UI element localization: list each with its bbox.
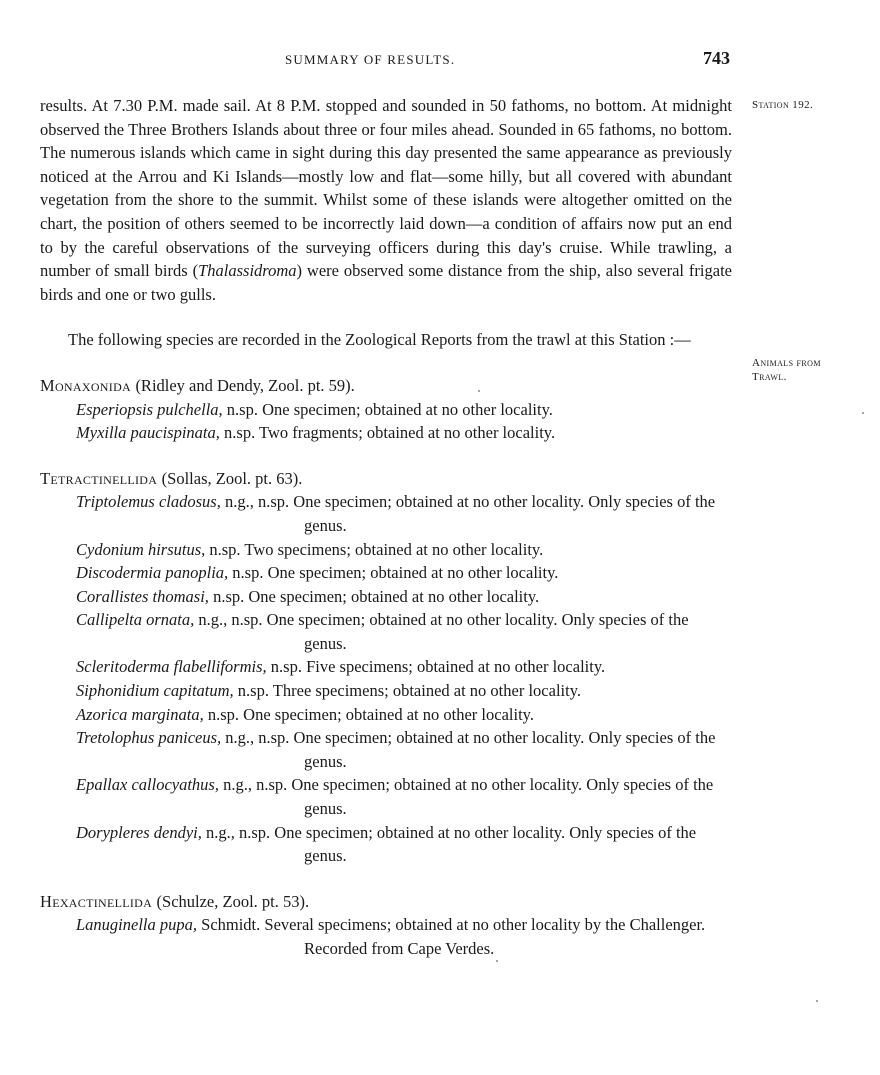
species-entry xyxy=(40,608,732,655)
species-name: Discodermia panoplia, xyxy=(76,563,229,583)
species-entry xyxy=(40,421,732,445)
group-citation: (Schulze, Zool. pt. 53). xyxy=(156,891,310,911)
species-name: Callipelta ornata, xyxy=(76,610,195,630)
species-entry xyxy=(40,398,732,422)
species-details: n.g., n.sp. One specimen; obtained at no other locality. Only species of the genus. xyxy=(225,728,716,771)
narrative-italic: Thalassidroma xyxy=(198,261,297,281)
species-name: Esperiopsis pulchella, xyxy=(76,399,223,419)
margin-note-station: Station 192. xyxy=(752,99,814,111)
species-details: n.g., n.sp. One specimen; obtained at no other locality. Only species of the genus. xyxy=(198,610,689,653)
species-name: Cydonium hirsutus, xyxy=(76,539,206,559)
main-text xyxy=(40,94,732,961)
intro-paragraph: The following species are recorded in the Zoological Reports from the trawl at this Station :— xyxy=(68,330,691,350)
species-entry xyxy=(40,655,732,679)
scan-speck xyxy=(478,390,480,392)
species-name: Tretolophus paniceus, xyxy=(76,728,222,748)
group-citation: (Ridley and Dendy, Zool. pt. 59). xyxy=(135,375,355,395)
narrative-text: results. At 7.30 P.M. made sail. At 8 P.M. stopped and sounded in 50 fathoms, no bottom. At midnight observed the Three Brothers Islands about three or four miles ahead. Sounded in 65 fathoms, no bottom. The numerous islands which came in sight during this day presented the same appearance as previously noticed at the Arrou and Ki Islands—mostly low and flat—some hilly, but all covered with abundant vegetation from the shore to the summit. Whilst some of these islands were altogether omitted on the chart, the position of others seemed to be incorrectly laid down—a condition of affairs now put an end to by the careful observations of the surveying officers during this day's cruise. While trawling, a number of small birds ( xyxy=(40,96,732,281)
species-entry xyxy=(40,821,732,868)
species-details: n.g., n.sp. One specimen; obtained at no other locality. Only species of the genus. xyxy=(223,775,714,819)
species-details: n.g., n.sp. One specimen; obtained at no other locality. Only species of the genus. xyxy=(205,822,697,866)
species-name: Epallax callocyathus, xyxy=(76,775,219,795)
species-name: Triptolemus cladosus, xyxy=(76,492,221,512)
species-details: n.g., n.sp. One specimen; obtained at no other locality. Only species of the genus. xyxy=(224,492,716,535)
species-name: Azorica marginata, xyxy=(76,704,204,724)
scan-speck xyxy=(496,960,498,962)
running-title: SUMMARY OF RESULTS. xyxy=(285,52,456,67)
group-name: Monaxonida xyxy=(40,375,131,395)
species-name: Dorypleres dendyi, xyxy=(76,822,202,842)
species-name: Corallistes thomasi, xyxy=(76,586,209,606)
page-number: 743 xyxy=(703,48,730,68)
species-details: n.sp. One specimen; obtained at no other locality. xyxy=(213,586,540,606)
running-header xyxy=(0,48,880,72)
group-heading xyxy=(40,890,732,914)
species-entry xyxy=(40,490,732,537)
species-details: n.sp. Five specimens; obtained at no other locality. xyxy=(270,657,606,677)
species-name: Scleritoderma flabelliformis, xyxy=(76,657,267,677)
species-details: Schmidt. Several specimens; obtained at no other locality by the Challenger. Recorded from Cape Verdes. xyxy=(201,915,706,958)
narrative-paragraph xyxy=(40,94,732,306)
species-entry xyxy=(40,679,732,703)
scan-speck xyxy=(862,412,864,414)
margin-note-animals: Animals from Trawl. xyxy=(752,357,821,383)
species-details: n.sp. One specimen; obtained at no other locality. xyxy=(226,399,553,419)
species-details: n.sp. Two fragments; obtained at no other locality. xyxy=(224,423,556,443)
species-entry xyxy=(40,726,732,773)
scan-speck xyxy=(816,1000,818,1002)
group-name: Hexactinellida xyxy=(40,891,153,911)
species-name: Myxilla paucispinata, xyxy=(76,423,220,443)
narrative-text-end: ) were observed some distance from the ship, also several frigate birds and one or two gulls. xyxy=(40,261,732,304)
species-details: n.sp. One specimen; obtained at no other locality. xyxy=(232,563,559,583)
group-heading xyxy=(40,374,732,398)
species-name: Lanuginella pupa, xyxy=(76,915,198,935)
species-details: n.sp. One specimen; obtained at no other locality. xyxy=(207,704,534,724)
species-entry xyxy=(40,538,732,562)
group-name: Tetractinellida xyxy=(40,468,158,488)
species-name: Siphonidium capitatum, xyxy=(76,681,234,701)
group-citation: (Sollas, Zool. pt. 63). xyxy=(161,468,303,488)
species-details: n.sp. Three specimens; obtained at no other locality. xyxy=(237,681,581,701)
species-entry xyxy=(40,913,732,960)
species-entry xyxy=(40,703,732,727)
species-entry xyxy=(40,773,732,820)
species-details: n.sp. Two specimens; obtained at no other locality. xyxy=(209,539,544,559)
group-heading xyxy=(40,467,732,491)
species-entry xyxy=(40,585,732,609)
species-entry xyxy=(40,561,732,585)
